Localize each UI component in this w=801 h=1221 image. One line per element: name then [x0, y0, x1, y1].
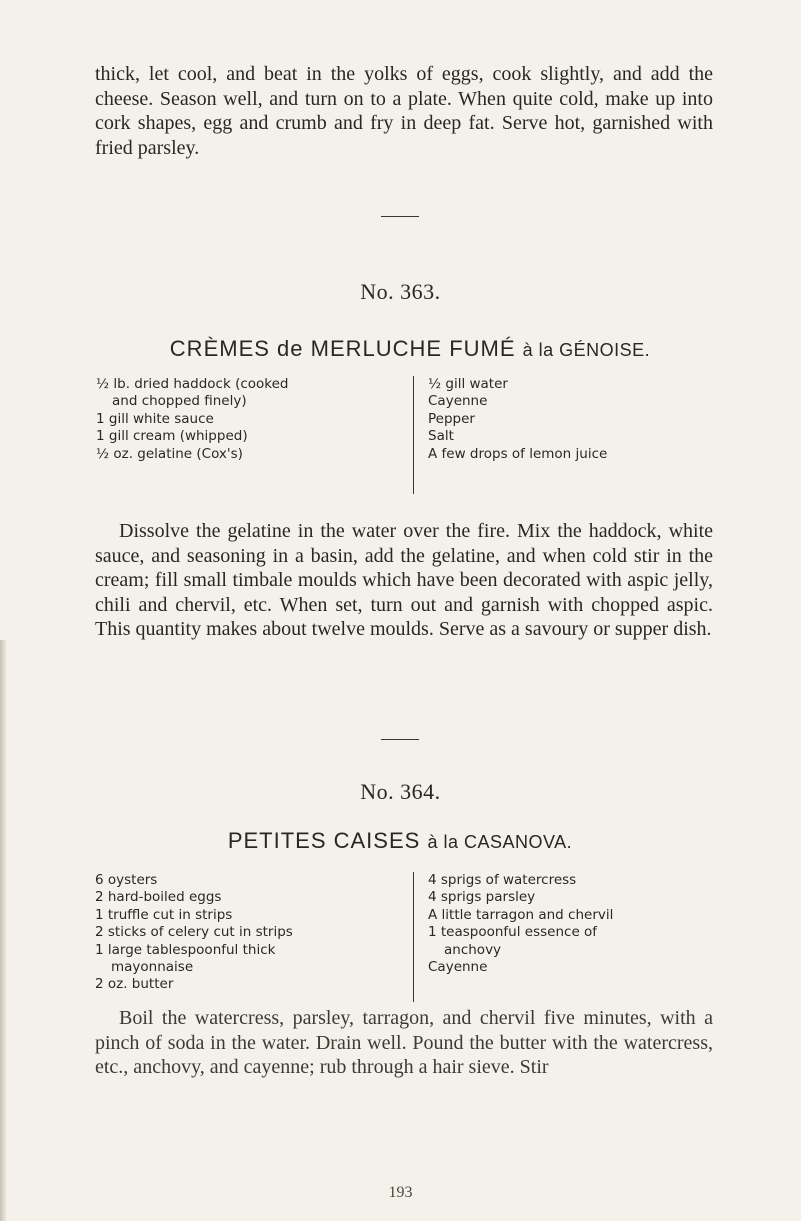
ingredient-item: 6 oysters [95, 872, 158, 888]
recipe-363-ingredients-right [428, 376, 728, 463]
ingredient-item: 2 hard-boiled eggs [95, 889, 222, 906]
recipe-364-ingredients-right [428, 872, 718, 976]
ingredient-item: Cayenne [428, 959, 488, 976]
ingredient-item: 1 truffle cut in strips [95, 906, 233, 923]
ingredient-item: anchovy [444, 941, 502, 958]
recipe-363-title-main: CRÈMES de MERLUCHE FUMÉ [169, 336, 516, 361]
recipe-364-method: Boil the watercress, parsley, tarragon, and chervil five minutes, with a pinch of soda in the water. Drain well. Pound the butter with the watercress, etc., anchovy, and cayenne; rub through a hair sieve. Stir [95, 1007, 713, 1079]
ingredient-item: Pepper [428, 410, 475, 427]
recipe-364-ingredients-left [95, 872, 360, 994]
section-divider [381, 739, 419, 740]
ingredient-item: 1 large tablespoonful thick [95, 941, 276, 958]
recipe-363-title-tail: à la GÉNOISE. [522, 340, 651, 360]
intro-paragraph: thick, let cool, and beat in the yolks of eggs, cook slightly, and add the cheese. Season well, and turn on to a plate. When quite cold, make up into cork shapes, egg and crumb and fry in deep fat. Serve hot, garnished with fried parsley. [95, 63, 713, 159]
ingredient-item: 1 teaspoonful essence of [428, 924, 598, 941]
ingredient-item: Cayenne [428, 393, 488, 410]
ingredient-item: 1 gill cream (whipped) [96, 428, 248, 445]
ingredients-column-divider [413, 872, 414, 1002]
ingredient-item: 4 sprigs parsley [428, 889, 536, 906]
ingredient-item: 1 gill white sauce [96, 410, 214, 427]
ingredient-item: A little tarragon and chervil [428, 906, 614, 923]
recipe-364-title-main: PETITES CAISES [227, 828, 421, 853]
recipe-363-ingredients-left [96, 376, 366, 463]
ingredient-item: Salt [428, 428, 454, 445]
ingredients-column-divider [413, 376, 414, 494]
ingredient-item: ½ oz. gelatine (Cox's) [96, 445, 243, 462]
ingredient-item: ½ lb. dried haddock (cooked [96, 376, 289, 392]
ingredient-item: 2 sticks of celery cut in strips [95, 924, 293, 941]
recipe-364-title-tail: à la CASANOVA. [427, 832, 573, 852]
ingredient-item: 2 oz. butter [95, 976, 174, 993]
recipe-363-number: No. 363. [360, 279, 441, 304]
ingredient-item: A few drops of lemon juice [428, 445, 608, 462]
recipe-363-method: Dissolve the gelatine in the water over the fire. Mix the haddock, white sauce, and seasoning in a basin, add the gelatine, and when cold stir in the cream; fill small timbale moulds which have been decorated with aspic jelly, chili and chervil, etc. When set, turn out and garnish with chopped aspic. This quantity makes about twelve moulds. Serve as a savoury or supper dish. [95, 520, 713, 641]
ingredient-item: and chopped finely) [112, 393, 247, 410]
recipe-364-title [85, 828, 715, 854]
page-number: 193 [388, 1184, 413, 1201]
ingredient-item: ½ gill water [428, 376, 508, 392]
recipe-364-number: No. 364. [360, 779, 441, 804]
page-binding-edge [0, 640, 6, 1221]
ingredient-item: 4 sprigs of watercress [428, 872, 577, 888]
ingredient-item: mayonnaise [111, 959, 194, 976]
section-divider [381, 216, 419, 217]
recipe-363-title [95, 336, 725, 362]
